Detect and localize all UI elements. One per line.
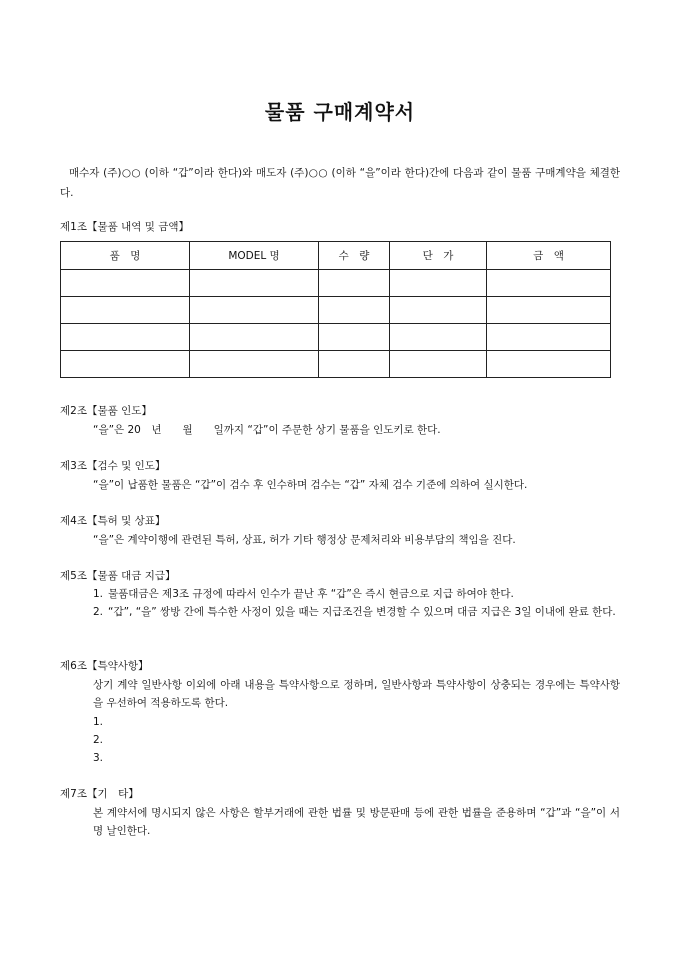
table-cell[interactable]: [487, 297, 611, 324]
table-row: [61, 297, 611, 324]
table-cell[interactable]: [61, 351, 190, 378]
column-header-item-name: 품 명: [61, 242, 190, 270]
article2-text: “을”은 20 년 월 일까지 “갑”이 주문한 상기 물품을 인도키로 한다.: [93, 424, 441, 436]
article6-heading: 제6조【특약사항】: [60, 660, 149, 672]
article4-heading: 제4조【특허 및 상표】: [60, 515, 166, 527]
document-title: 물품 구매계약서: [264, 100, 416, 124]
article5-item1-text: 물품대금은 제3조 규정에 따라서 인수가 끝난 후 “갑”은 즉시 현금으로 지급 하여야 한다.: [108, 588, 514, 600]
table-cell[interactable]: [190, 297, 319, 324]
article4-text: “을”은 계약이행에 관련된 특허, 상표, 허가 기타 행정상 문제처리와 비용부담의 책임을 진다.: [93, 534, 516, 546]
table-cell[interactable]: [190, 270, 319, 297]
column-header-unit-price: 단 가: [390, 242, 487, 270]
article7-heading: 제7조【기 타】: [60, 788, 139, 800]
article5-item2-number: 2.: [93, 606, 104, 618]
table-cell[interactable]: [190, 351, 319, 378]
table-cell[interactable]: [61, 297, 190, 324]
table-cell[interactable]: [390, 297, 487, 324]
article6-item-1: 1.: [93, 716, 104, 728]
table-cell[interactable]: [487, 351, 611, 378]
table-row: [61, 324, 611, 351]
article2-heading: 제2조【물품 인도】: [60, 405, 152, 417]
table-cell[interactable]: [319, 324, 390, 351]
column-header-quantity: 수 량: [319, 242, 390, 270]
table-cell[interactable]: [390, 324, 487, 351]
column-header-amount: 금 액: [487, 242, 611, 270]
article5-item1-number: 1.: [93, 588, 104, 600]
table-cell[interactable]: [487, 324, 611, 351]
article5-item2-text: “갑”, “을” 쌍방 간에 특수한 사정이 있을 때는 지급조건을 변경할 수 있으며 대금 지급은 3일 이내에 완료 한다.: [108, 606, 616, 618]
article6-text: 상기 계약 일반사항 이외에 아래 내용을 특약사항으로 정하며, 일반사항과 특약사항이 상충되는 경우에는 특약사항을 우선하여 적용하도록 한다.: [93, 679, 620, 709]
article6-item-2: 2.: [93, 734, 104, 746]
table-cell[interactable]: [487, 270, 611, 297]
table-cell[interactable]: [319, 351, 390, 378]
table-cell[interactable]: [390, 270, 487, 297]
table-cell[interactable]: [190, 324, 319, 351]
article3-text: “을”이 납품한 물품은 “갑”이 검수 후 인수하며 검수는 “갑” 자체 검수 기준에 의하여 실시한다.: [93, 479, 528, 491]
article3-heading: 제3조【검수 및 인도】: [60, 460, 166, 472]
column-header-model: MODEL 명: [190, 242, 319, 270]
table-cell[interactable]: [61, 270, 190, 297]
table-cell[interactable]: [319, 297, 390, 324]
table-cell[interactable]: [319, 270, 390, 297]
table-row: [61, 351, 611, 378]
table-header-row: [61, 242, 611, 270]
table-cell[interactable]: [390, 351, 487, 378]
items-table: [60, 241, 611, 378]
article6-item-3: 3.: [93, 752, 104, 764]
table-row: [61, 270, 611, 297]
article5-heading: 제5조【물품 대금 지급】: [60, 570, 176, 582]
article1-heading: 제1조【물품 내역 및 금액】: [60, 221, 189, 233]
intro-paragraph: 매수자 (주)○○ (이하 “갑”이라 한다)와 매도자 (주)○○ (이하 “을”이라 한다)간에 다음과 같이 물품 구매계약을 체결한다.: [60, 167, 620, 199]
article7-text: 본 계약서에 명시되지 않은 사항은 할부거래에 관한 법률 및 방문판매 등에 관한 법률을 준용하며 “갑”과 “을”이 서명 날인한다.: [93, 807, 620, 837]
table-cell[interactable]: [61, 324, 190, 351]
